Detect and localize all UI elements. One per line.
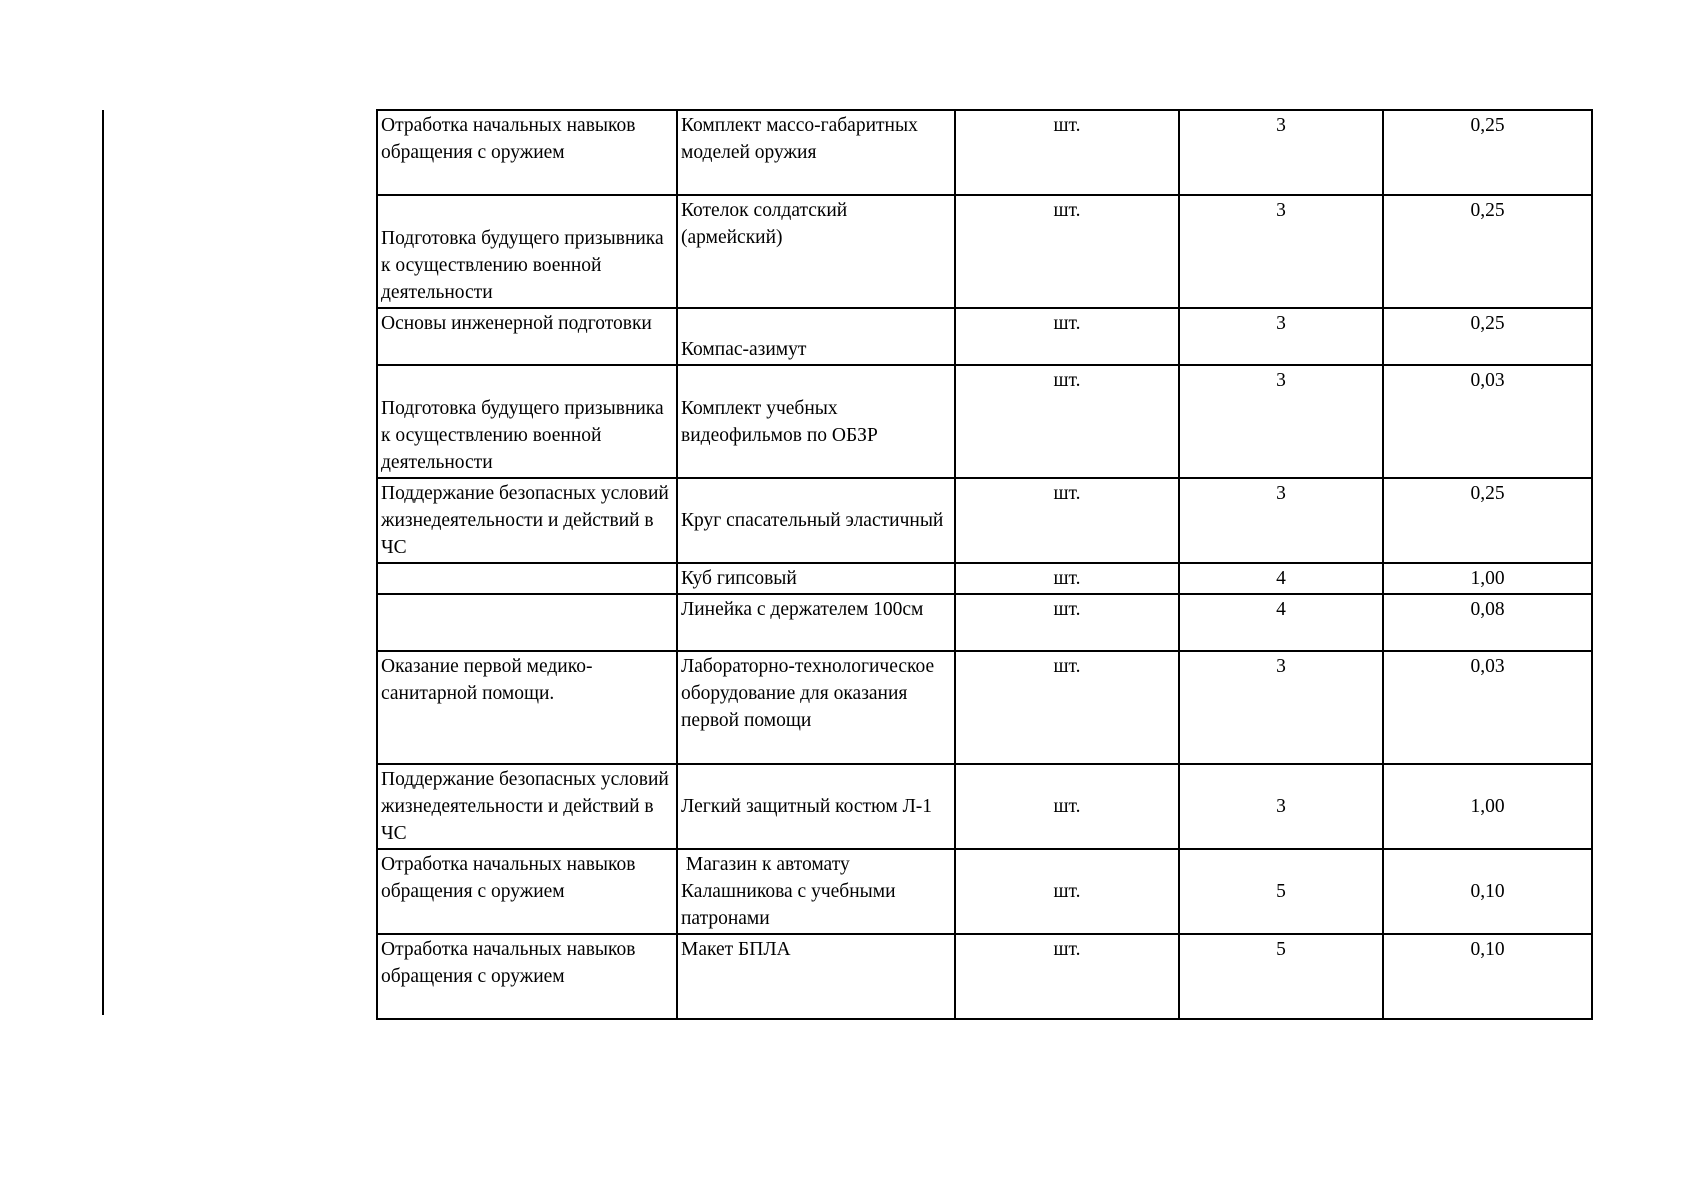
quantity-cell: 3 [1179, 110, 1383, 195]
per-student-cell: 0,10 [1383, 849, 1592, 934]
quantity-cell: 4 [1179, 594, 1383, 651]
unit-cell: шт. [955, 308, 1179, 365]
item-cell: Лабораторно-технологическое оборудование для оказания первой помощи [677, 651, 955, 764]
per-student-cell: 0,10 [1383, 934, 1592, 1019]
topic-cell: Основы инженерной подготовки [377, 308, 677, 365]
topic-cell [377, 563, 677, 594]
table-row [377, 594, 1592, 651]
table-row [377, 110, 1592, 195]
table-row [377, 651, 1592, 764]
quantity-cell: 3 [1179, 308, 1383, 365]
table-row [377, 365, 1592, 478]
per-student-cell: 0,25 [1383, 110, 1592, 195]
quantity-cell: 3 [1179, 764, 1383, 849]
unit-cell: шт. [955, 849, 1179, 934]
topic-cell [377, 594, 677, 651]
table-row [377, 308, 1592, 365]
equipment-table [376, 109, 1593, 1020]
unit-cell: шт. [955, 110, 1179, 195]
per-student-cell: 0,25 [1383, 308, 1592, 365]
item-cell [677, 849, 955, 934]
unit-cell: шт. [955, 478, 1179, 563]
quantity-cell: 5 [1179, 849, 1383, 934]
quantity-cell: 5 [1179, 934, 1383, 1019]
topic-cell: Подготовка будущего призывника к осуществлению военной деятельности [377, 195, 677, 308]
topic-cell: Подготовка будущего призывника к осуществлению военной деятельности [377, 365, 677, 478]
unit-cell: шт. [955, 563, 1179, 594]
table-row [377, 195, 1592, 308]
per-student-cell: 1,00 [1383, 563, 1592, 594]
quantity-cell: 3 [1179, 478, 1383, 563]
left-margin-rule [102, 110, 104, 1015]
unit-cell: шт. [955, 764, 1179, 849]
item-cell: Линейка с держателем 100см [677, 594, 955, 651]
per-student-cell: 0,08 [1383, 594, 1592, 651]
table-row [377, 849, 1592, 934]
per-student-cell: 0,03 [1383, 365, 1592, 478]
unit-cell: шт. [955, 651, 1179, 764]
item-cell: Круг спасательный эластичный [677, 478, 955, 563]
item-cell: Котелок солдатский (армейский) [677, 195, 955, 308]
quantity-cell: 4 [1179, 563, 1383, 594]
item-text: Магазин к автомату Калашникова с учебными патронами [681, 854, 896, 929]
per-student-cell: 0,25 [1383, 478, 1592, 563]
topic-cell: Отработка начальных навыков обращения с оружием [377, 934, 677, 1019]
unit-cell: шт. [955, 365, 1179, 478]
quantity-cell: 3 [1179, 195, 1383, 308]
item-cell: Комплект учебных видеофильмов по ОБЗР [677, 365, 955, 478]
quantity-cell: 3 [1179, 365, 1383, 478]
item-cell: Легкий защитный костюм Л-1 [677, 764, 955, 849]
item-cell: Комплект массо-габаритных моделей оружия [677, 110, 955, 195]
table-row [377, 764, 1592, 849]
per-student-cell: 1,00 [1383, 764, 1592, 849]
quantity-cell: 3 [1179, 651, 1383, 764]
table-row [377, 563, 1592, 594]
unit-cell: шт. [955, 934, 1179, 1019]
unit-cell: шт. [955, 594, 1179, 651]
table-row [377, 478, 1592, 563]
unit-cell: шт. [955, 195, 1179, 308]
topic-cell: Отработка начальных навыков обращения с оружием [377, 110, 677, 195]
item-cell: Компас-азимут [677, 308, 955, 365]
item-cell: Макет БПЛА [677, 934, 955, 1019]
item-cell: Куб гипсовый [677, 563, 955, 594]
topic-cell: Поддержание безопасных условий жизнедеятельности и действий в ЧС [377, 764, 677, 849]
per-student-cell: 0,25 [1383, 195, 1592, 308]
topic-cell: Оказание первой медико-санитарной помощи. [377, 651, 677, 764]
per-student-cell: 0,03 [1383, 651, 1592, 764]
table-row [377, 934, 1592, 1019]
topic-cell: Отработка начальных навыков обращения с оружием [377, 849, 677, 934]
topic-cell: Поддержание безопасных условий жизнедеятельности и действий в ЧС [377, 478, 677, 563]
